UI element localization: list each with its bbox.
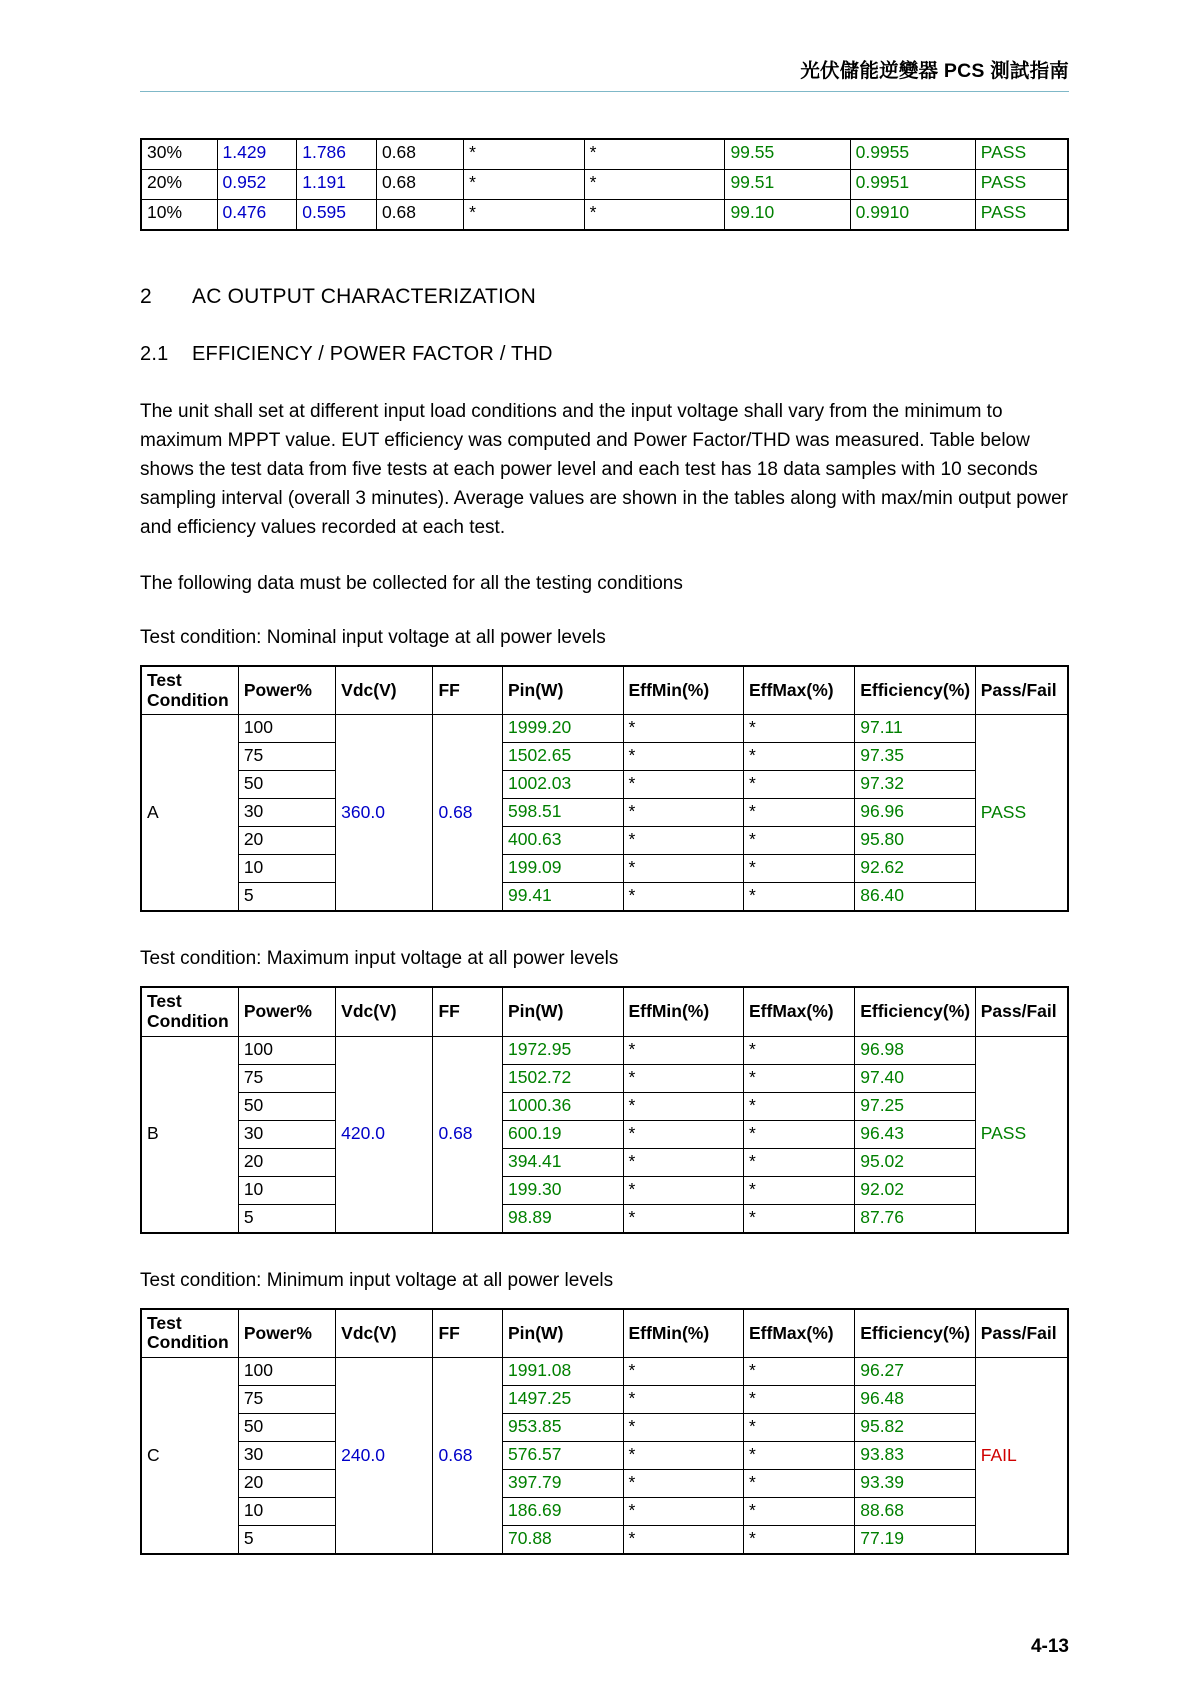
cell-efficiency: 99.10 (725, 200, 850, 231)
cell-effmin: * (623, 827, 744, 855)
cell-efficiency: 99.55 (725, 139, 850, 170)
table-row (141, 1525, 1068, 1554)
header-test-condition: Test Condition (141, 987, 238, 1036)
table-row (141, 200, 1068, 231)
test-table-block-c (140, 1270, 1069, 1555)
cell-power: 50 (238, 1413, 335, 1441)
cell-pin: 1000.36 (503, 1092, 624, 1120)
header-power: Power% (238, 1309, 335, 1358)
table-row (141, 827, 1068, 855)
cell-efficiency: 96.96 (855, 799, 976, 827)
table-row (141, 170, 1068, 200)
cell-pin: 397.79 (503, 1469, 624, 1497)
cell-effmin: * (623, 1204, 744, 1233)
table-row (141, 1176, 1068, 1204)
cell-effmax: * (744, 1036, 855, 1064)
section-number: 2 (140, 285, 152, 308)
cell-efficiency: 77.19 (855, 1525, 976, 1554)
cell-power: 20 (238, 1148, 335, 1176)
header-effmin: EffMin(%) (623, 1309, 744, 1358)
cell-effmin: * (623, 1092, 744, 1120)
table-row (141, 1148, 1068, 1176)
cell-efficiency: 96.43 (855, 1120, 976, 1148)
cell-vdc: 360.0 (336, 715, 433, 912)
table-row (141, 1204, 1068, 1233)
cell-efficiency: 86.40 (855, 883, 976, 912)
cell-efficiency: 97.32 (855, 771, 976, 799)
table-row (141, 139, 1068, 170)
cell-efficiency: 99.51 (725, 170, 850, 200)
cell-pin: 1972.95 (503, 1036, 624, 1064)
cell-efficiency: 95.80 (855, 827, 976, 855)
cell-c1: 0.952 (217, 170, 297, 200)
header-effmin: EffMin(%) (623, 987, 744, 1036)
cell-effmin: * (623, 1036, 744, 1064)
table-caption-c: Test condition: Minimum input voltage at all power levels (140, 1269, 614, 1291)
cell-value: 0.9910 (850, 200, 975, 231)
cell-effmin: * (623, 1148, 744, 1176)
cell-efficiency: 97.40 (855, 1064, 976, 1092)
header-power: Power% (238, 666, 335, 715)
table-row (141, 855, 1068, 883)
header-vdc: Vdc(V) (336, 1309, 433, 1358)
cell-ff: 0.68 (433, 1036, 503, 1233)
subsection-number: 2.1 (140, 343, 169, 365)
header-pin: Pin(W) (503, 1309, 624, 1358)
cell-effmin: * (623, 1441, 744, 1469)
header-ff: FF (433, 1309, 503, 1358)
continuation-data-table (140, 138, 1069, 231)
efficiency-table-a (140, 665, 1069, 912)
cell-effmin: * (464, 139, 585, 170)
cell-effmax: * (584, 139, 725, 170)
table-row (141, 1385, 1068, 1413)
cell-effmax: * (744, 827, 855, 855)
cell-effmax: * (744, 1176, 855, 1204)
cell-efficiency: 97.35 (855, 743, 976, 771)
section-title: AC OUTPUT CHARACTERIZATION (192, 285, 536, 308)
cell-power: 75 (238, 1385, 335, 1413)
cell-pin: 400.63 (503, 827, 624, 855)
header-power: Power% (238, 987, 335, 1036)
table-row (141, 1036, 1068, 1064)
cell-power: 20 (238, 1469, 335, 1497)
subsection-heading (140, 343, 1069, 366)
cell-effmax: * (744, 1357, 855, 1385)
cell-power: 10 (238, 855, 335, 883)
cell-efficiency: 97.25 (855, 1092, 976, 1120)
cell-efficiency: 87.76 (855, 1204, 976, 1233)
header-ff: FF (433, 987, 503, 1036)
page-header (140, 55, 1069, 91)
table-header-row (141, 666, 1068, 715)
cell-effmax: * (744, 883, 855, 912)
cell-vdc: 420.0 (336, 1036, 433, 1233)
header-vdc: Vdc(V) (336, 987, 433, 1036)
cell-result: PASS (975, 200, 1068, 231)
cell-pin: 186.69 (503, 1497, 624, 1525)
cell-c2: 1.191 (297, 170, 377, 200)
cell-effmin: * (623, 1120, 744, 1148)
cell-effmax: * (744, 1385, 855, 1413)
paragraph-description: The unit shall set at different input load conditions and the input voltage shall vary from the minimum to maximum MPPT value. EUT efficiency was computed and Power Factor/THD was measured. Table below shows the test data from five tests at each power level and each test has 18 data samples with 10 seconds sampling interval (overall 3 minutes). Average values are shown in the tables along with max/min output power and efficiency values recorded at each test. (140, 401, 1068, 538)
test-table-block-a (140, 627, 1069, 912)
cell-pin: 1991.08 (503, 1357, 624, 1385)
cell-power: 20% (141, 170, 217, 200)
table-row (141, 715, 1068, 743)
cell-test-condition: B (141, 1036, 238, 1233)
cell-effmax: * (744, 771, 855, 799)
cell-effmax: * (744, 1092, 855, 1120)
header-title: 光伏儲能逆變器 PCS 測試指南 (800, 60, 1069, 82)
header-effmax: EffMax(%) (744, 666, 855, 715)
cell-power: 100 (238, 1357, 335, 1385)
cell-effmax: * (584, 200, 725, 231)
cell-effmin: * (464, 200, 585, 231)
cell-efficiency: 93.83 (855, 1441, 976, 1469)
cell-effmax: * (744, 715, 855, 743)
cell-efficiency: 88.68 (855, 1497, 976, 1525)
cell-result: PASS (975, 1036, 1068, 1233)
section-heading (140, 285, 1069, 309)
cell-pin: 1002.03 (503, 771, 624, 799)
cell-effmin: * (464, 170, 585, 200)
cell-effmax: * (584, 170, 725, 200)
cell-effmax: * (744, 1204, 855, 1233)
cell-pin: 70.88 (503, 1525, 624, 1554)
cell-effmin: * (623, 1357, 744, 1385)
cell-effmax: * (744, 1064, 855, 1092)
table-row (141, 1413, 1068, 1441)
cell-value: 0.9951 (850, 170, 975, 200)
cell-power: 5 (238, 1204, 335, 1233)
cell-effmin: * (623, 883, 744, 912)
table-row (141, 1064, 1068, 1092)
cell-power: 50 (238, 1092, 335, 1120)
cell-pin: 1502.65 (503, 743, 624, 771)
header-efficiency: Efficiency(%) (855, 666, 976, 715)
cell-efficiency: 97.11 (855, 715, 976, 743)
table-row (141, 799, 1068, 827)
cell-efficiency: 96.27 (855, 1357, 976, 1385)
cell-efficiency: 92.62 (855, 855, 976, 883)
table-row (141, 1441, 1068, 1469)
cell-pin: 1999.20 (503, 715, 624, 743)
cell-c2: 1.786 (297, 139, 377, 170)
cell-efficiency: 93.39 (855, 1469, 976, 1497)
table-row (141, 1357, 1068, 1385)
cell-effmax: * (744, 1525, 855, 1554)
header-effmin: EffMin(%) (623, 666, 744, 715)
cell-pin: 394.41 (503, 1148, 624, 1176)
cell-pin: 953.85 (503, 1413, 624, 1441)
continuation-table-body (141, 139, 1068, 230)
cell-power: 30% (141, 139, 217, 170)
table-header-row (141, 1309, 1068, 1358)
cell-ff: 0.68 (376, 139, 463, 170)
page-number: 4-13 (1030, 1636, 1069, 1657)
cell-pin: 576.57 (503, 1441, 624, 1469)
header-efficiency: Efficiency(%) (855, 987, 976, 1036)
header-pin: Pin(W) (503, 987, 624, 1036)
cell-effmax: * (744, 1497, 855, 1525)
header-passfail: Pass/Fail (975, 1309, 1068, 1358)
cell-efficiency: 95.02 (855, 1148, 976, 1176)
header-test-condition: Test Condition (141, 1309, 238, 1358)
cell-power: 30 (238, 1120, 335, 1148)
cell-effmin: * (623, 1413, 744, 1441)
cell-power: 10% (141, 200, 217, 231)
header-passfail: Pass/Fail (975, 987, 1068, 1036)
cell-efficiency: 95.82 (855, 1413, 976, 1441)
header-passfail: Pass/Fail (975, 666, 1068, 715)
cell-result: FAIL (975, 1357, 1068, 1554)
efficiency-table-c (140, 1308, 1069, 1555)
cell-pin: 600.19 (503, 1120, 624, 1148)
cell-value: 0.9955 (850, 139, 975, 170)
cell-result: PASS (975, 170, 1068, 200)
cell-effmin: * (623, 855, 744, 883)
cell-vdc: 240.0 (336, 1357, 433, 1554)
subsection-title: EFFICIENCY / POWER FACTOR / THD (192, 343, 553, 365)
cell-pin: 199.09 (503, 855, 624, 883)
cell-effmin: * (623, 799, 744, 827)
header-ff: FF (433, 666, 503, 715)
header-divider (140, 91, 1069, 92)
cell-ff: 0.68 (376, 200, 463, 231)
cell-power: 20 (238, 827, 335, 855)
cell-effmin: * (623, 743, 744, 771)
cell-effmin: * (623, 1469, 744, 1497)
cell-pin: 1502.72 (503, 1064, 624, 1092)
cell-test-condition: A (141, 715, 238, 912)
cell-pin: 99.41 (503, 883, 624, 912)
cell-efficiency: 92.02 (855, 1176, 976, 1204)
table-row (141, 743, 1068, 771)
cell-power: 100 (238, 1036, 335, 1064)
cell-power: 10 (238, 1176, 335, 1204)
cell-effmin: * (623, 771, 744, 799)
cell-effmax: * (744, 743, 855, 771)
cell-power: 100 (238, 715, 335, 743)
cell-effmax: * (744, 1469, 855, 1497)
cell-power: 30 (238, 1441, 335, 1469)
cell-c2: 0.595 (297, 200, 377, 231)
cell-effmin: * (623, 1497, 744, 1525)
cell-power: 30 (238, 799, 335, 827)
table-header-row (141, 987, 1068, 1036)
cell-effmax: * (744, 1441, 855, 1469)
cell-pin: 199.30 (503, 1176, 624, 1204)
table-caption-b: Test condition: Maximum input voltage at all power levels (140, 948, 619, 970)
cell-effmax: * (744, 799, 855, 827)
table-row (141, 1092, 1068, 1120)
table-row (141, 1120, 1068, 1148)
header-effmax: EffMax(%) (744, 1309, 855, 1358)
cell-ff: 0.68 (433, 715, 503, 912)
header-efficiency: Efficiency(%) (855, 1309, 976, 1358)
table-row (141, 1469, 1068, 1497)
cell-effmax: * (744, 1148, 855, 1176)
cell-result: PASS (975, 139, 1068, 170)
cell-effmax: * (744, 1413, 855, 1441)
cell-power: 50 (238, 771, 335, 799)
cell-c1: 0.476 (217, 200, 297, 231)
table-caption-a: Test condition: Nominal input voltage at all power levels (140, 627, 606, 649)
cell-effmin: * (623, 715, 744, 743)
cell-efficiency: 96.48 (855, 1385, 976, 1413)
table-row (141, 771, 1068, 799)
table-row (141, 1497, 1068, 1525)
paragraph-note: The following data must be collected for all the testing conditions (140, 573, 683, 595)
cell-effmin: * (623, 1525, 744, 1554)
cell-power: 5 (238, 1525, 335, 1554)
cell-pin: 1497.25 (503, 1385, 624, 1413)
cell-pin: 598.51 (503, 799, 624, 827)
cell-efficiency: 96.98 (855, 1036, 976, 1064)
header-effmax: EffMax(%) (744, 987, 855, 1036)
efficiency-table-b (140, 986, 1069, 1233)
cell-ff: 0.68 (433, 1357, 503, 1554)
cell-effmin: * (623, 1176, 744, 1204)
cell-power: 75 (238, 1064, 335, 1092)
cell-result: PASS (975, 715, 1068, 912)
cell-power: 10 (238, 1497, 335, 1525)
table-row (141, 883, 1068, 912)
cell-power: 5 (238, 883, 335, 912)
cell-c1: 1.429 (217, 139, 297, 170)
test-table-block-b (140, 948, 1069, 1233)
cell-effmax: * (744, 855, 855, 883)
cell-effmin: * (623, 1385, 744, 1413)
cell-effmin: * (623, 1064, 744, 1092)
header-vdc: Vdc(V) (336, 666, 433, 715)
cell-test-condition: C (141, 1357, 238, 1554)
header-pin: Pin(W) (503, 666, 624, 715)
cell-pin: 98.89 (503, 1204, 624, 1233)
cell-power: 75 (238, 743, 335, 771)
cell-effmax: * (744, 1120, 855, 1148)
header-test-condition: Test Condition (141, 666, 238, 715)
cell-ff: 0.68 (376, 170, 463, 200)
